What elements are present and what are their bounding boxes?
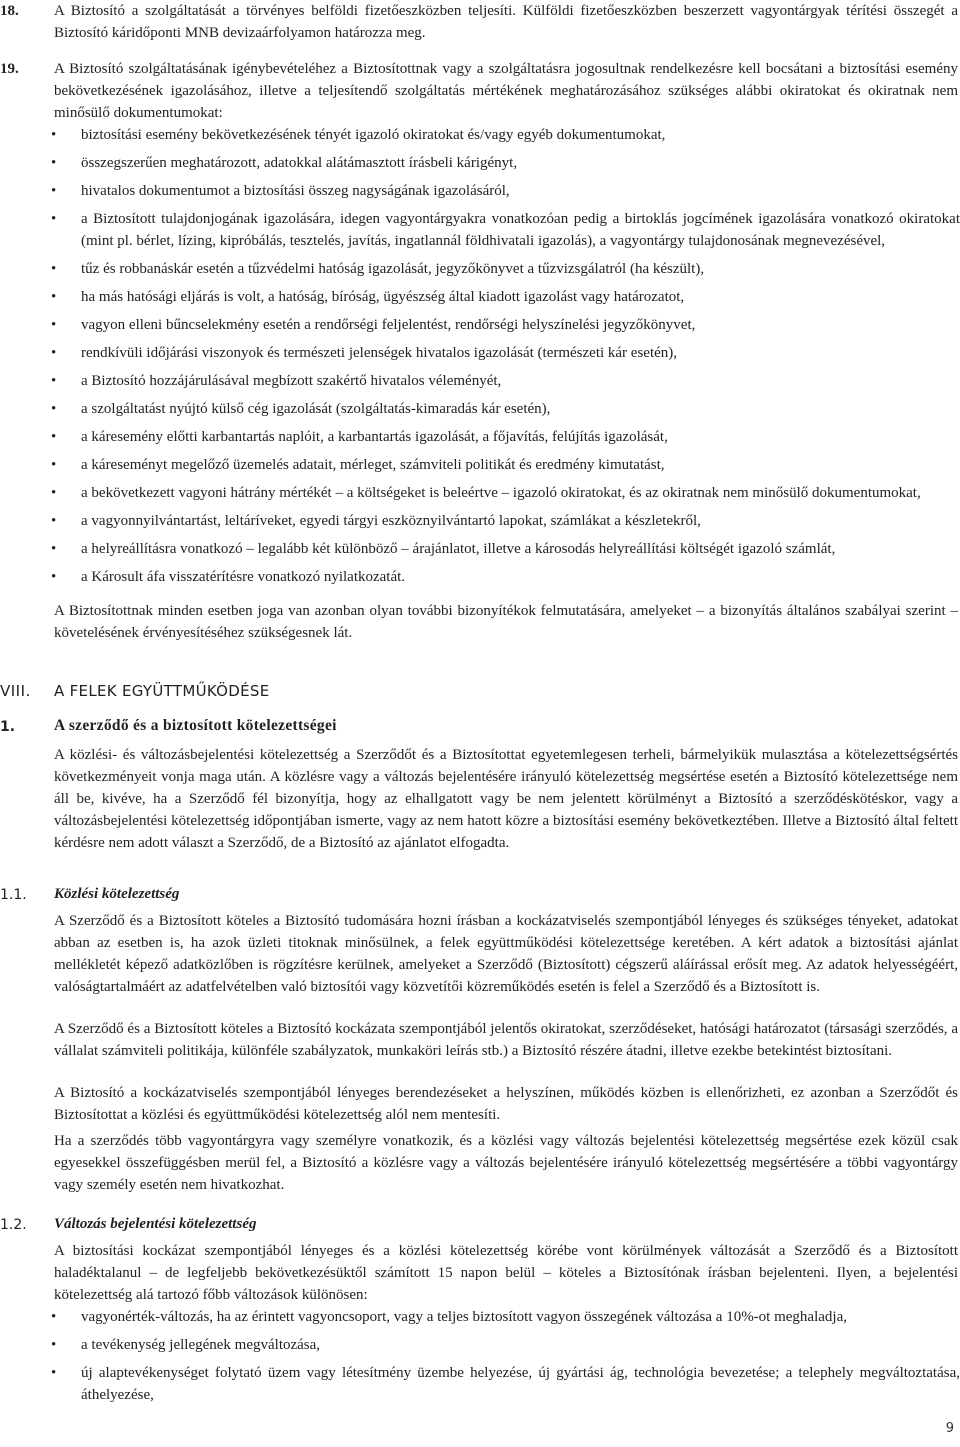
bullet-text: a tevékenység jellegének megváltozása,	[81, 1337, 321, 1353]
subsection-1-2-number: 1.2.	[0, 1217, 27, 1233]
bullet-item	[50, 1362, 960, 1406]
section-number: VIII.	[0, 682, 31, 700]
bullet-icon: •	[51, 1365, 57, 1381]
bullet-item	[50, 342, 960, 364]
bullet-text: a káresemény előtti karbantartás naplóit, a karbantartás igazolását, a főjavítás, felújítás igazolását,	[81, 429, 668, 445]
bullet-text: a szolgáltatást nyújtó külső cég igazolását (szolgáltatás-kimaradás kár esetén),	[81, 401, 551, 417]
bullet-text: összegszerűen meghatározott, adatokkal alátámasztott írásbeli kárigényt,	[81, 155, 518, 171]
heading-1-number: 1.	[0, 719, 16, 735]
bullet-item	[50, 566, 960, 588]
bullet-icon: •	[51, 155, 57, 171]
bullet-text: a Károsult áfa visszatérítésre vonatkozó nyilatkozatát.	[81, 569, 406, 585]
subsection-1-2-title: Változás bejelentési kötelezettség	[54, 1216, 257, 1232]
bullet-text: a káreseményt megelőző üzemelés adatait, mérleget, számviteli politikát és eredmény kimutatást,	[81, 457, 665, 473]
subsection-1-2-text: A biztosítási kockázat szempontjából lényeges és a közlési kötelezettség körébe vont körülmények változását a Szerződő és a Biztosított haladéktalanul – de legfeljebb bekövetkezésüktől számított 15 napon belül – köteles a Biztosítónak írásban bejelenteni. Ilyen, a bejelentési kötelezettség alá tartozó főbb változások különösen:	[54, 1243, 958, 1303]
item-19-number: 19.	[0, 61, 19, 77]
bullet-text: rendkívüli időjárási viszonyok és természeti jelenségek hivatalos igazolását (természeti kár esetén),	[81, 345, 678, 361]
bullet-text: a bekövetkezett vagyoni hátrány mértékét – a költségeket is beleértve – igazoló okiratokat, és az okiratnak nem minősülő dokumentumokat,	[81, 485, 921, 501]
item-18-text: A Biztosító a szolgáltatását a törvényes belföldi fizetőeszközben teljesíti. Külföldi fizetőeszközben beszerzett vagyontárgyak térítési összegét a Biztosító káridőponti MNB devizaárfolyamon határozza meg.	[54, 3, 958, 41]
subsection-1-1-paragraph: A Szerződő és a Biztosított köteles a Biztosító kockázata szempontjából jelentős okiratokat, szerződéseket, hatósági határozatot (társasági szerződés, a vállalat számviteli politikája, különféle szabályzatok, munkaköri leírás stb.) a Biztosító részére átadni, illetve ezekbe betekintést biztosítani.	[54, 1021, 958, 1059]
bullet-icon: •	[51, 317, 57, 333]
bullet-icon: •	[51, 457, 57, 473]
subsection-1-1-paragraph: A Szerződő és a Biztosított köteles a Biztosító tudomására hozni írásban a kockázatviselés szempontjából lényeges és szükséges tényeket, adatokat abban az esetben is, ha azok üzleti titoknak minősülnek, a felek együttműködési kötelezettsége keretében. A kért adatok a biztosítási ajánlat mellékletét képező adatközlőben is rögzítésre kerülnek, amelyeket a Szerződő (Biztosított) cégszerű aláírással erősít meg. Az adatok helyességéért, valóságtartalmáért az adatfelvételben való biztosítói vagy közvetítői közreműködés esetén is felel a Szerződő és a Biztosított is.	[54, 913, 958, 995]
subsection-1-1-number: 1.1.	[0, 887, 27, 903]
bullet-icon: •	[51, 211, 57, 227]
bullet-item	[50, 152, 960, 174]
bullet-item	[50, 398, 960, 420]
bullet-icon: •	[51, 289, 57, 305]
heading-1-title: A szerződő és a biztosított kötelezettségei	[54, 717, 337, 734]
bullet-icon: •	[51, 401, 57, 417]
bullet-icon: •	[51, 183, 57, 199]
bullet-text: új alaptevékenységet folytató üzem vagy létesítmény üzembe helyezése, új gyártási ág, technológia bevezetése; a telephely megváltoztatása, áthelyezése,	[81, 1365, 960, 1403]
bullet-item	[50, 180, 960, 202]
subsection-1-1-paragraph: A Biztosító a kockázatviselés szempontjából lényeges berendezéseket a helyszínen, működés közben is ellenőrizheti, ez azonban a Szerződőt és Biztosítottat a közlési és együttműködési kötelezettség alól nem mentesíti.	[54, 1085, 958, 1123]
bullet-text: a helyreállításra vonatkozó – legalább két különböző – árajánlatot, illetve a károsodás helyreállítási költségét igazoló számlát,	[81, 541, 836, 557]
section-title: A FELEK EGYÜTTMŰKÖDÉSE	[54, 682, 270, 700]
subsection-1-1-paragraph: Ha a szerződés több vagyontárgyra vagy személyre vonatkozik, és a közlési vagy változás bejelentési kötelezettség megsértése ezek közül csak egyesekkel összefüggésben merül fel, a Biztosító a közlésre vagy a változás bejelentésére irányuló kötelezettség megsértésére a többi vagyontárgy vagy személy esetén nem hivatkozhat.	[54, 1133, 958, 1193]
bullet-text: tűz és robbanáskár esetén a tűzvédelmi hatóság igazolását, jegyzőkönyvet a tűzvizsgálatról (ha készült),	[81, 261, 705, 277]
bullet-item	[50, 482, 960, 504]
bullet-icon: •	[51, 541, 57, 557]
bullet-text: biztosítási esemény bekövetkezésének tényét igazoló okiratokat és/vagy egyéb dokumentumokat,	[81, 127, 666, 143]
item-18-number: 18.	[0, 3, 19, 19]
bullet-icon: •	[51, 261, 57, 277]
bullet-icon: •	[51, 1337, 57, 1353]
bullet-text: vagyonérték-változás, ha az érintett vagyoncsoport, vagy a teljes biztosított vagyon összegének változása a 10%-ot meghaladja,	[81, 1309, 847, 1325]
bullet-text: a vagyonnyilvántartást, leltáríveket, egyedi tárgyi eszköznyilvántartó lapokat, számlákat a készletekről,	[81, 513, 701, 529]
bullet-item	[50, 370, 960, 392]
bullet-item	[50, 286, 960, 308]
subsection-1-2-bullet-list	[50, 1306, 960, 1412]
subsection-1-1-title: Közlési kötelezettség	[54, 886, 180, 902]
bullet-icon: •	[51, 485, 57, 501]
bullet-text: a Biztosító hozzájárulásával megbízott szakértő hivatalos véleményét,	[81, 373, 502, 389]
bullet-item	[50, 1306, 960, 1328]
item-19-text: A Biztosító szolgáltatásának igénybevételéhez a Biztosítottnak vagy a szolgáltatásra jogosultnak rendelkezésre kell bocsátani a biztosítási esemény bekövetkezésének igazolásához, illetve a teljesítendő szolgáltatás mértékének meghatározásához szükséges alábbi okiratokat és okiratnak nem minősülő dokumentumokat:	[54, 61, 958, 121]
bullet-icon: •	[51, 373, 57, 389]
bullet-icon: •	[51, 513, 57, 529]
page-number: 9	[945, 1421, 954, 1436]
bullet-item	[50, 510, 960, 532]
bullet-icon: •	[51, 569, 57, 585]
bullet-text: ha más hatósági eljárás is volt, a hatóság, bíróság, ügyészség által kiadott igazolást vagy határozatot,	[81, 289, 685, 305]
item-19-bullet-list	[50, 124, 960, 594]
item-19-closing-text: A Biztosítottnak minden esetben joga van azonban olyan további bizonyítékok felmutatására, amelyeket – a bizonyítás általános szabályai szerint – követelésének érvényesítéséhez szükségesnek lát.	[54, 603, 958, 641]
heading-1-text: A közlési- és változásbejelentési kötelezettség a Szerződőt és a Biztosítottat egyetemlegesen terheli, bármelyikük mulasztása a kötelezettségsértés következményeit vonja maga után. A közlésre vagy a változás bejelentésére irányuló kötelezettség megsértése esetén a Biztosító kötelezettsége nem áll be, kivéve, ha a Szerződő fél bizonyítja, hogy az elhallgatott vagy be nem jelentett körülményt a Biztosító a szerződéskötéskor, vagy a változásbejelentési kötelezettség időpontjában ismerte, vagy az nem hatott közre a biztosítási esemény bekövetkeztében. Illetve a Biztosító által feltett kérdésre nem adott választ a Szerződő, de a Biztosító az ajánlatot elfogadta.	[54, 747, 958, 851]
bullet-icon: •	[51, 1309, 57, 1325]
bullet-item	[50, 258, 960, 280]
bullet-text: vagyon elleni bűncselekmény esetén a rendőrségi feljelentést, rendőrségi helyszínelési jegyzőkönyvet,	[81, 317, 696, 333]
bullet-item	[50, 1334, 960, 1356]
bullet-item	[50, 454, 960, 476]
bullet-text: hivatalos dokumentumot a biztosítási összeg nagyságának igazolásáról,	[81, 183, 510, 199]
bullet-icon: •	[51, 127, 57, 143]
bullet-item	[50, 124, 960, 146]
bullet-text: a Biztosított tulajdonjogának igazolására, idegen vagyontárgyakra vonatkozóan pedig a birtoklás jogcímének igazolására vonatkozó okiratokat (mint pl. bérlet, lízing, kipróbálás, tesztelés, javítás, ingatlannál földhivatali igazolás), a vagyontárgy tulajdonosának megnevezésével,	[81, 211, 960, 249]
bullet-item	[50, 208, 960, 252]
bullet-icon: •	[51, 345, 57, 361]
bullet-item	[50, 538, 960, 560]
bullet-icon: •	[51, 429, 57, 445]
bullet-item	[50, 426, 960, 448]
bullet-item	[50, 314, 960, 336]
